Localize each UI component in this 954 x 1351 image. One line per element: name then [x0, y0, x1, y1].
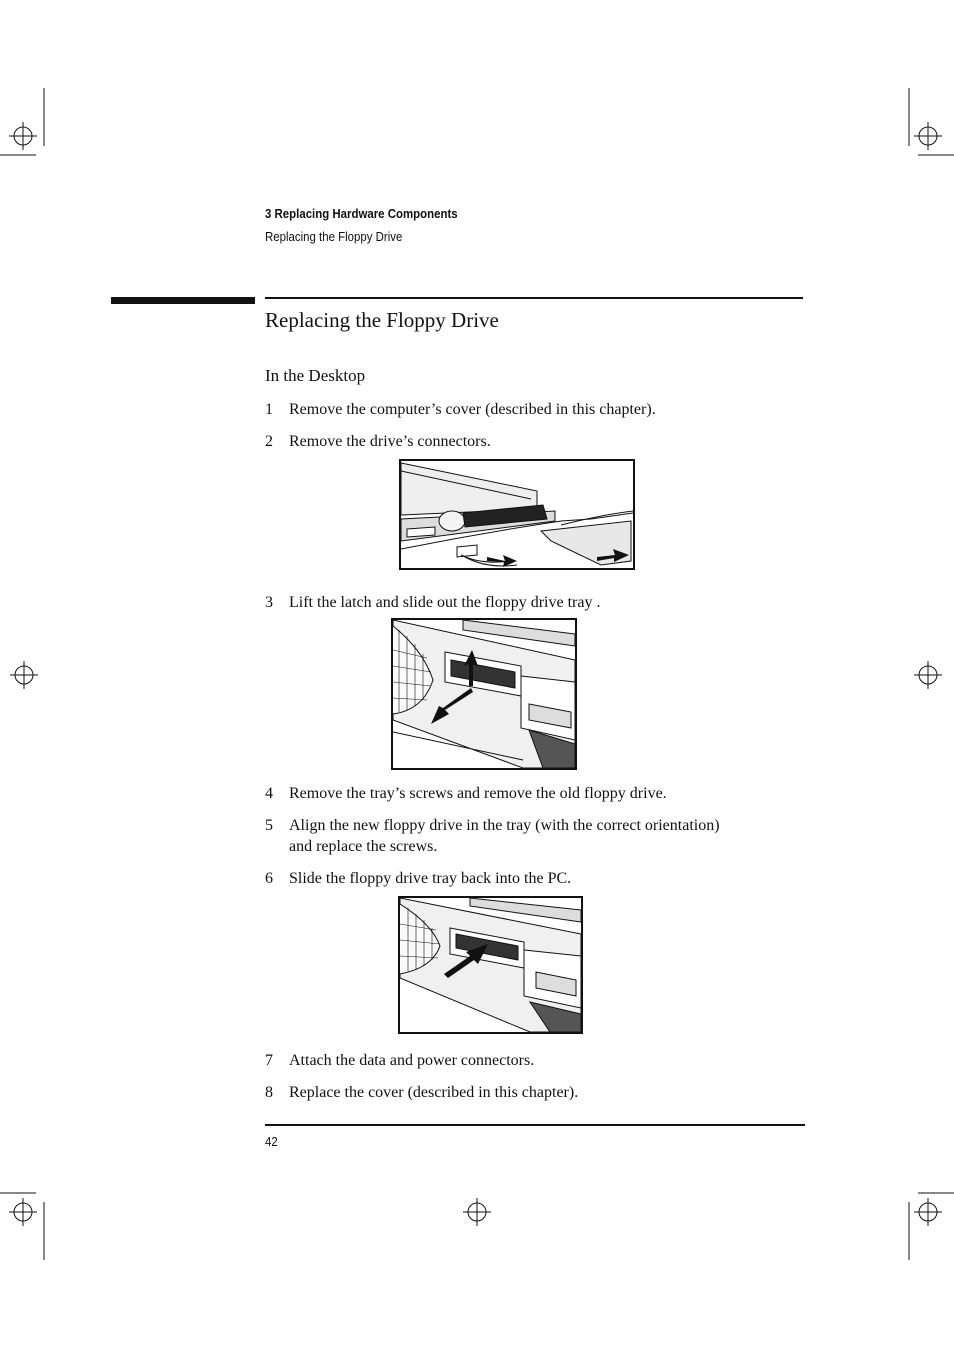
- page-number: 42: [265, 1134, 278, 1149]
- step-text: Replace the cover (described in this chapter).: [289, 1084, 579, 1101]
- step-number: 8: [265, 1084, 273, 1101]
- remove-tray-illustration: [393, 620, 575, 768]
- step-text: Align the new floppy drive in the tray (with the correct orientation): [289, 817, 720, 834]
- figure-drive-connectors: [399, 459, 635, 570]
- running-header-chapter: 3 Replacing Hardware Components: [265, 206, 458, 221]
- step-number: 5: [265, 817, 273, 834]
- insert-tray-illustration: [400, 898, 581, 1032]
- step-number: 4: [265, 785, 273, 802]
- section-subtitle: In the Desktop: [265, 366, 366, 385]
- top-rule: [265, 297, 803, 299]
- step-number: 2: [265, 433, 273, 450]
- step-number: 3: [265, 594, 273, 611]
- step-number: 6: [265, 870, 273, 887]
- step-text: Lift the latch and slide out the floppy drive tray .: [289, 594, 601, 611]
- drive-connectors-illustration: [401, 461, 633, 568]
- section-bar: [111, 297, 255, 304]
- step-text: Remove the drive’s connectors.: [289, 433, 491, 450]
- step-text: Attach the data and power connectors.: [289, 1052, 535, 1069]
- step-text: Remove the computer’s cover (described in this chapter).: [289, 401, 656, 418]
- figure-remove-tray: [391, 618, 577, 770]
- figure-insert-tray: [398, 896, 583, 1034]
- step-text: Remove the tray’s screws and remove the old floppy drive.: [289, 785, 667, 802]
- bottom-rule: [265, 1124, 805, 1126]
- step-text: Slide the floppy drive tray back into the PC.: [289, 870, 572, 887]
- step-text-continued: and replace the screws.: [289, 838, 438, 855]
- step-number: 1: [265, 401, 273, 418]
- running-header-section: Replacing the Floppy Drive: [265, 229, 403, 244]
- page-title: Replacing the Floppy Drive: [265, 308, 499, 332]
- step-number: 7: [265, 1052, 273, 1069]
